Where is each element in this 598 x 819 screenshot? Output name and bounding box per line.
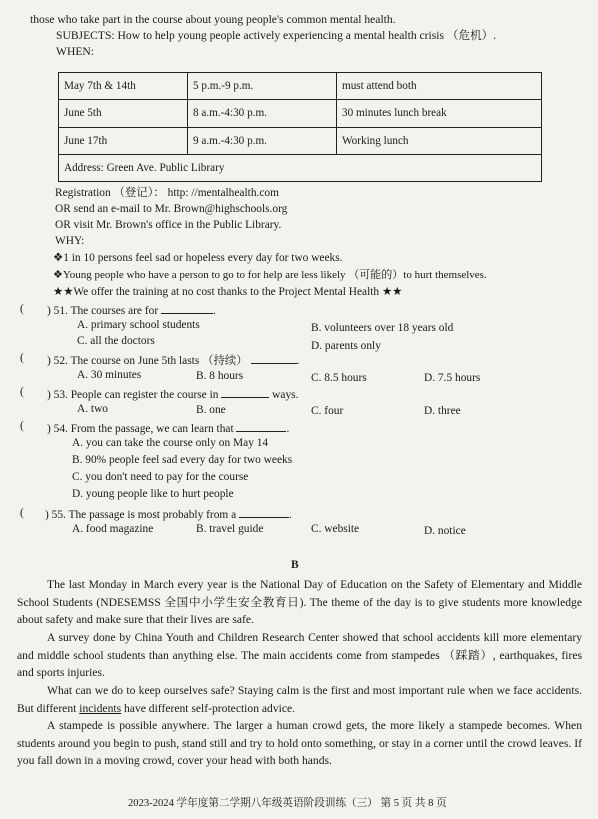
question-stem-end: .: [289, 509, 292, 521]
why-point-1: ❖1 in 10 persons feel sad or hopeless every day for two weeks.: [53, 252, 343, 264]
page-footer: 2023-2024 学年度第二学期八年级英语阶段训练（三） 第 5 页 共 8 页: [128, 798, 447, 809]
schedule-note: must attend both: [337, 73, 542, 100]
passage-paragraph: A survey done by China Youth and Children Research Center showed that school accidents kill more elementary and middle school students than anything else. The main accidents come from stampedes （踩踏）, earthquakes, fires and sports injuries.: [17, 631, 582, 680]
answer-paren: (: [20, 352, 24, 364]
question-stem-text: ) 55. The passage is most probably from a: [45, 509, 237, 521]
answer-paren: (: [20, 386, 24, 398]
schedule-row: [59, 100, 542, 127]
why-point-2: ❖Young people who have a person to go to for help are less likely （可能的）to hurt themselves.: [53, 269, 487, 281]
option-a: A. you can take the course only on May 14: [72, 437, 269, 449]
schedule-time: 8 a.m.-4:30 p.m.: [188, 100, 337, 127]
option-a: A. primary school students: [77, 319, 200, 331]
option-c: C. 8.5 hours: [311, 372, 367, 384]
underlined-word: incidents: [79, 701, 122, 715]
option-a: A. two: [77, 403, 109, 415]
option-b: B. 90% people feel sad every day for two weeks: [72, 454, 293, 466]
schedule-date: May 7th & 14th: [59, 73, 188, 100]
answer-paren: (: [20, 303, 24, 315]
option-b: B. 8 hours: [196, 370, 244, 382]
schedule-table: [58, 72, 542, 182]
passage-text: have different self-protection advice.: [121, 701, 296, 715]
schedule-time: 9 a.m.-4:30 p.m.: [188, 127, 337, 154]
email-line: OR send an e-mail to Mr. Brown@highschools.org: [55, 203, 288, 215]
question-stem-end: .: [296, 355, 300, 367]
question-52-stem: [47, 353, 299, 367]
question-51-stem: [47, 303, 216, 317]
schedule-row: [59, 73, 542, 100]
intro-line: those who take part in the course about young people's common mental health.: [30, 13, 396, 26]
option-a: A. food magazine: [72, 523, 154, 535]
why-point-3: ★★We offer the training at no cost thanks to the Project Mental Health ★★: [53, 286, 403, 298]
option-d: D. three: [424, 405, 461, 417]
schedule-date: June 17th: [59, 127, 188, 154]
schedule-note: 30 minutes lunch break: [337, 100, 542, 127]
address-cell: Address: Green Ave. Public Library: [59, 154, 542, 181]
passage-paragraph: [17, 682, 582, 717]
passage-paragraph: The last Monday in March every year is the National Day of Education on the Safety of Elementary and Middle School Students (NDESEMSS 全国中小学生安全教育日). The theme of the day is to give students more knowledge about safety and make sure that their lives are safe.: [17, 578, 582, 627]
when-label: WHEN:: [56, 45, 94, 58]
option-d: D. notice: [424, 525, 466, 537]
question-stem-text: ) 51. The courses are for: [47, 305, 159, 317]
answer-blank: [161, 303, 213, 314]
answer-blank: [239, 507, 289, 518]
question-stem-text: ) 54. From the passage, we can learn that: [47, 423, 234, 435]
visit-line: OR visit Mr. Brown's office in the Public Library.: [55, 219, 282, 231]
option-d: D. young people like to hurt people: [72, 488, 234, 500]
subjects-line: SUBJECTS: How to help young people actively experiencing a mental health crisis （危机）.: [56, 29, 497, 42]
schedule-time: 5 p.m.-9 p.m.: [188, 73, 337, 100]
option-c: C. four: [311, 405, 344, 417]
passage-text: What can we do to keep ourselves safe? Staying calm is the first and most important rule when we face accidents. But different: [17, 684, 582, 715]
schedule-row: [59, 127, 542, 154]
question-54-stem: [47, 421, 289, 435]
answer-blank: [221, 387, 269, 398]
address-row: [59, 154, 542, 181]
option-d: D. parents only: [311, 340, 381, 352]
question-53-stem: [47, 387, 298, 401]
question-stem-end: .: [286, 423, 290, 435]
question-stem-end: ways.: [272, 389, 299, 401]
option-b: B. volunteers over 18 years old: [311, 322, 454, 334]
question-stem-text: ) 52. The course on June 5th lasts （持续）: [47, 355, 248, 367]
option-d: D. 7.5 hours: [424, 372, 481, 384]
option-c: C. all the doctors: [77, 335, 155, 347]
answer-paren: (: [20, 420, 24, 432]
why-label: WHY:: [55, 235, 85, 247]
schedule-date: June 5th: [59, 100, 188, 127]
answer-blank: [236, 421, 286, 432]
question-55-stem: [45, 507, 292, 521]
option-b: B. one: [196, 404, 226, 416]
section-heading: B: [291, 559, 299, 571]
option-b: B. travel guide: [196, 523, 264, 535]
option-c: C. website: [311, 523, 360, 535]
passage-paragraph: A stampede is possible anywhere. The larger a human crowd gets, the more likely a stampede becomes. When students around you begin to push, stand still and try to hold onto something, or stay in a corner until the crowd leaves. If you fall down in a moving crowd, cover your head with both hands.: [17, 719, 582, 768]
answer-blank: [251, 353, 297, 364]
question-stem-text: ) 53. People can register the course in: [47, 389, 219, 401]
question-stem-end: .: [212, 305, 216, 317]
answer-paren: (: [20, 507, 24, 519]
registration-line: Registration （登记）： http: //mentalhealth.com: [55, 187, 279, 199]
schedule-note: Working lunch: [337, 127, 542, 154]
option-a: A. 30 minutes: [77, 369, 142, 381]
option-c: C. you don't need to pay for the course: [72, 471, 249, 483]
